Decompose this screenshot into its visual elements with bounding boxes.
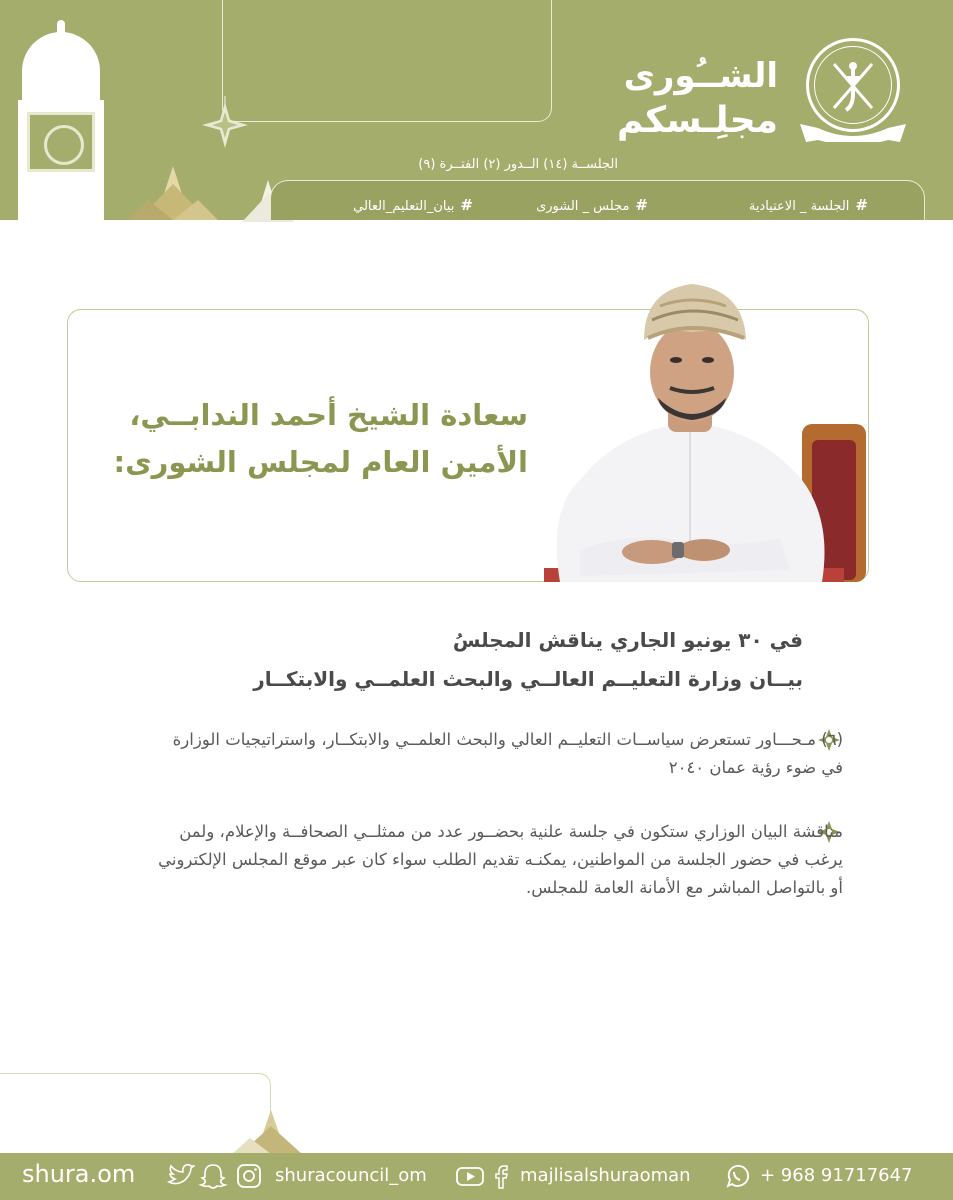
hashtag-higher-education-statement[interactable]: [353, 196, 473, 214]
bullet-item: (٦) مـحـــاور تستعرض سياســات التعليــم العالي والبحث العلمــي والابتكــار، واستراتيجيات الوزارة في ضوء رؤية عمان ٢٠٤٠: [172, 730, 843, 777]
hash-symbol: #: [460, 196, 473, 214]
phone-number[interactable]: + 968 91717647: [760, 1165, 913, 1186]
hash-symbol: #: [855, 196, 868, 214]
website-link[interactable]: shura.om: [22, 1160, 136, 1188]
brand-title-line2: مجلِـسكم: [616, 100, 778, 141]
hashtag-label: مجلس _ الشورى: [536, 199, 630, 214]
leaf-ornament-icon: [118, 160, 228, 222]
instagram-icon[interactable]: [234, 1162, 264, 1190]
headline-line1: في ٣٠ يونيو الجاري يناقش المجلسُ: [452, 628, 803, 652]
portrait-photo: [540, 280, 868, 582]
khanjar-emblem-icon: [826, 56, 880, 114]
star-ornament-icon: [198, 96, 252, 154]
bullet-item: مناقشة البيان الوزاري ستكون في جلسة علنية بحضــور عدد من ممثلــي الصحافــة والإعلام، ولمن يرغب في حضور الجلسة من المواطنين، يمكنـه تقديم الطلب سواء كان عبر موقع المجلس الإلكتروني أو بالتواصل المباشر مع الأمانة العامة للمجلس.: [158, 822, 843, 897]
hashtag-label: بيان_التعليم_العالي: [353, 199, 455, 214]
hashtag-regular-session[interactable]: [749, 196, 868, 214]
leaf-ornament-icon: [230, 1108, 312, 1154]
youtube-icon[interactable]: [455, 1162, 485, 1190]
twitter-icon[interactable]: [165, 1162, 195, 1190]
minaret-illustration: [18, 20, 104, 220]
headline-line2: بيــان وزارة التعليــم العالــي والبحث العلمــي والابتكــار: [253, 667, 803, 691]
profile-title-line2: الأمين العام لمجلس الشورى:: [113, 445, 528, 479]
whatsapp-icon[interactable]: [722, 1162, 752, 1190]
snapchat-icon[interactable]: [198, 1162, 228, 1190]
facebook-icon[interactable]: [486, 1162, 516, 1190]
hashtag-shura-council[interactable]: [536, 196, 648, 214]
session-info: الجلســة (١٤) الــدور (٢) الفتــرة (٩): [418, 157, 618, 172]
decorative-frame: [222, 0, 552, 122]
hashtag-label: الجلسة _ الاعتيادية: [748, 199, 850, 214]
hash-symbol: #: [635, 196, 648, 214]
shura-council-logo: [800, 34, 906, 150]
profile-title-line1: سعادة الشيخ أحمد الندابــي،: [129, 398, 528, 432]
brand-title-line1: الشــُورى: [623, 56, 778, 96]
social-handle-shuracouncil[interactable]: shuracouncil_om: [275, 1165, 427, 1186]
social-handle-majlisalshuraoman[interactable]: majlisalshuraoman: [520, 1165, 691, 1186]
ribbon-icon: [800, 120, 906, 142]
